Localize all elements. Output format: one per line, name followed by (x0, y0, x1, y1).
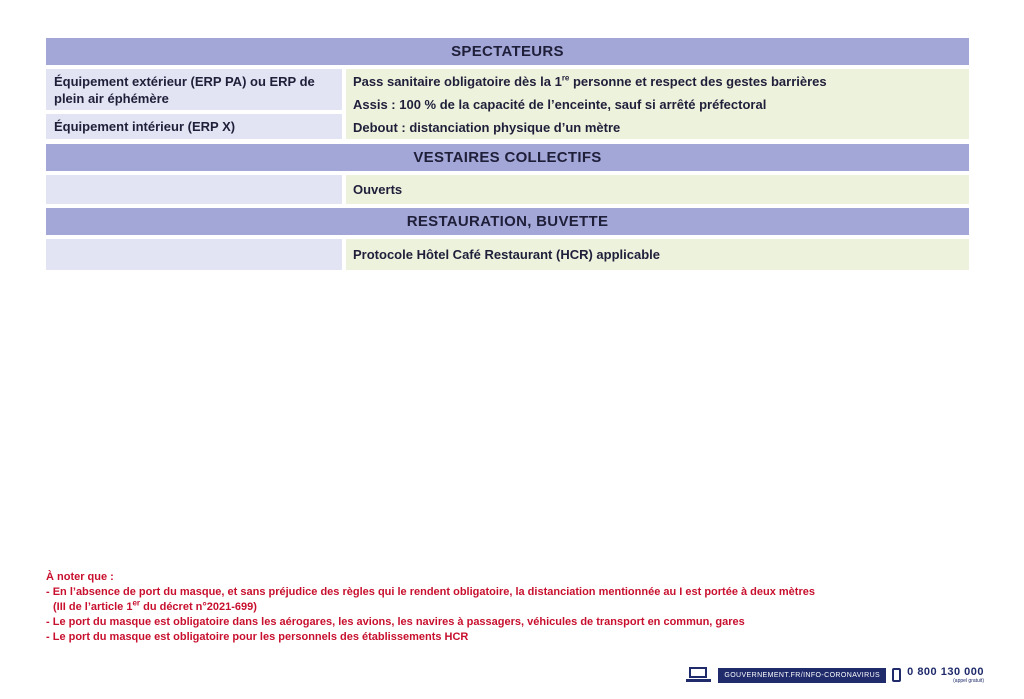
rules-table (46, 38, 969, 270)
restauration-row (46, 239, 969, 270)
notes-block (46, 570, 946, 645)
rule-pass-sanitaire: Pass sanitaire obligatoire dès la 1re personne et respect des gestes barrières (353, 73, 827, 89)
spectateurs-rules (346, 69, 969, 139)
vestiaires-row (46, 175, 969, 204)
note-item: - En l’absence de port du masque, et sans préjudice des règles qui le rendent obligatoire, la distanciation mentionnée au I est portée à deux mètres (46, 586, 815, 598)
left-cell-empty (46, 239, 342, 270)
phone-note: (appel gratuit) (953, 678, 984, 684)
left-cell-exterieur: Équipement extérieur (ERP PA) ou ERP de plein air éphémère (46, 69, 342, 110)
laptop-icon (686, 667, 712, 683)
rule-restauration: Protocole Hôtel Café Restaurant (HCR) applicable (346, 239, 969, 270)
spectateurs-left-column (46, 69, 342, 139)
rule-vestiaires: Ouverts (346, 175, 969, 204)
left-cell-empty (46, 175, 342, 204)
left-cell-interieur: Équipement intérieur (ERP X) (46, 114, 342, 139)
section-header-vestiaires: VESTAIRES COLLECTIFS (46, 144, 969, 171)
note-item: - Le port du masque est obligatoire pour les personnels des établissements HCR (46, 631, 469, 643)
phone-number[interactable]: 0 800 130 000 (907, 666, 984, 678)
notes-title: À noter que : (46, 571, 114, 583)
section-header-spectateurs: SPECTATEURS (46, 38, 969, 65)
gov-website-link[interactable]: GOUVERNEMENT.FR/INFO-CORONAVIRUS (718, 668, 886, 683)
footer (686, 666, 984, 684)
note-item-continuation: (III de l’article 1er du décret n°2021-699) (53, 598, 257, 613)
section-header-restauration: RESTAURATION, BUVETTE (46, 208, 969, 235)
rule-assis: Assis : 100 % de la capacité de l’enceinte, sauf si arrêté préfectoral (353, 97, 767, 112)
note-item: - Le port du masque est obligatoire dans les aérogares, les avions, les navires à passagers, véhicules de transport en commun, gares (46, 616, 745, 628)
spectateurs-row (46, 69, 969, 139)
phone-block (907, 666, 984, 684)
phone-icon (892, 668, 901, 682)
rule-debout: Debout : distanciation physique d’un mètre (353, 120, 621, 135)
